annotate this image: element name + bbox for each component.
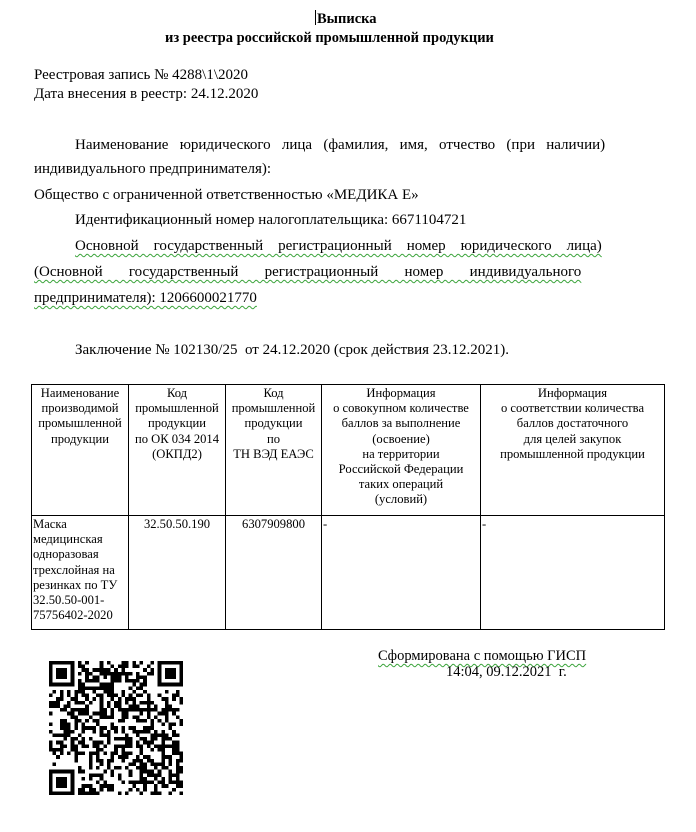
entity-name-value: Общество с ограниченной ответственностью «МЕДИКА Е»: [34, 187, 419, 203]
cell-okpd2: 32.50.50.190: [129, 516, 226, 630]
col-header-sufficiency: Информация о соответствии количества баллов достаточного для целей закупок промышленной продукции: [481, 385, 665, 516]
entity-inn: Идентификационный номер налогоплательщика: 6671104721: [75, 212, 467, 228]
document-title: Выписка: [317, 11, 377, 27]
qr-code: [49, 661, 183, 795]
entity-name-label-cont: индивидуального предпринимателя):: [34, 161, 272, 177]
registry-date: Дата внесения в реестр: 24.12.2020: [34, 86, 259, 102]
table-row: [32, 516, 665, 630]
conclusion: Заключение № 102130/25 от 24.12.2020 (срок действия 23.12.2021).: [75, 342, 510, 358]
col-header-okpd2: Код промышленной продукции по ОК 034 2014 (ОКПД2): [129, 385, 226, 516]
products-table: [31, 384, 665, 630]
entity-ogrn-line3: предпринимателя): 1206600021770: [34, 290, 257, 306]
cell-points: -: [322, 516, 481, 630]
col-header-name: Наименование производимой промышленной продукции: [32, 385, 129, 516]
cell-product-name: Маска медицинская одноразовая трехслойная на резинках по ТУ 32.50.50-001- 75756402-2020: [32, 516, 129, 630]
entity-ogrn-line1: Основной государственный регистрационный номер юридического лица): [75, 238, 602, 254]
entity-name-label: Наименование юридического лица (фамилия, имя, отчество (при наличии): [75, 137, 606, 153]
generated-timestamp: 14:04, 09.12.2021 г.: [446, 664, 567, 680]
table-header-row: [32, 385, 665, 516]
text-cursor: [315, 10, 316, 25]
entity-ogrn-line2: (Основной государственный регистрационный номер индивидуального: [34, 264, 582, 280]
col-header-tnved: Код промышленной продукции по ТН ВЭД ЕАЭС: [226, 385, 322, 516]
registry-entry: Реестровая запись № 4288\1\2020: [34, 67, 249, 83]
document-subtitle: из реестра российской промышленной продукции: [165, 30, 494, 46]
cell-tnved: 6307909800: [226, 516, 322, 630]
cell-sufficiency: -: [481, 516, 665, 630]
col-header-points: Информация о совокупном количестве баллов за выполнение (освоение) на территории Российской Федерации таких операций (условий): [322, 385, 481, 516]
generated-by: Сформирована с помощью ГИСП: [378, 648, 587, 664]
